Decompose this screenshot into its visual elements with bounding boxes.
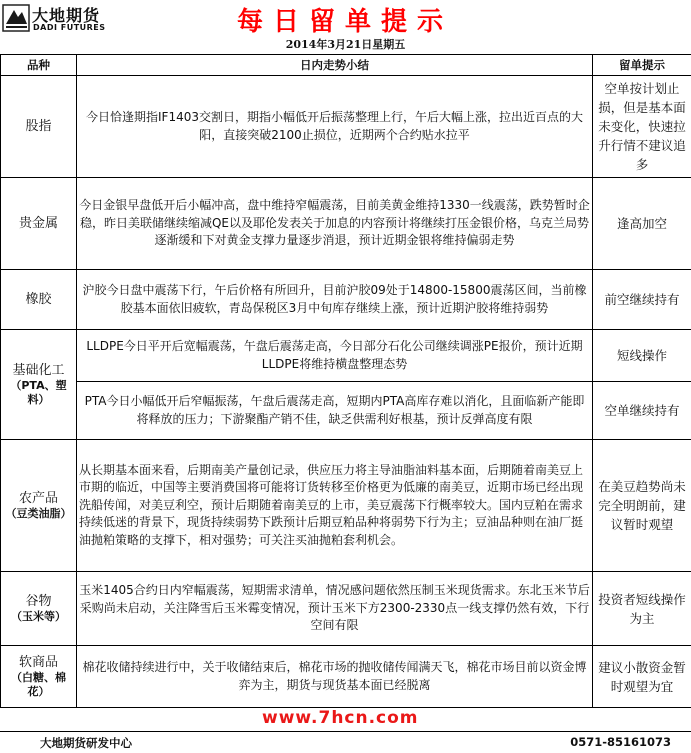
summary-table [0,54,691,708]
report-date: 2014年3月21日星期五 [285,38,406,51]
logo-text-en: DADI FUTURES [33,23,106,32]
advice-cell: 投资者短线操作为主 [593,572,691,646]
company-logo [2,2,120,34]
advice-cell: 空单继续持有 [593,382,691,440]
summary-cell: 玉米1405合约日内窄幅震荡，短期需求清单，情况感问题依然压制玉米现货需求。东北玉米节后采购尚未启动，关注降雪后玉米霉变情况，预计玉米下方2300-2330点一线支撑仍然有效，下行空间有限 [77,572,593,646]
advice-cell: 建议小散资金暂时观望为宜 [593,646,691,708]
footer-org: 大地期货研发中心 [40,736,132,750]
category-label: 农产品 [18,491,58,506]
summary-cell: 棉花收储持续进行中，关于收储结束后，棉花市场的抛收储传闻满天飞，棉花市场目前以资金博弈为主，期货与现货基本面已经脱离 [77,646,593,708]
table-header-row [1,55,691,76]
advice-cell: 在美豆趋势尚未完全明朗前，建议暂时观望 [593,440,691,572]
category-sublabel: （豆类油脂） [5,507,72,520]
logo-text-cn: 大地期货 [32,6,101,25]
column-header-summary: 日内走势小结 [77,55,593,76]
table-row [1,270,691,330]
category-label: 贵金属 [18,216,58,231]
category-label: 软商品 [18,655,58,670]
summary-cell: 从长期基本面来看，后期南美产量创记录，供应压力将主导油脂油料基本面，后期随着南美豆上市期的临近，中国等主要消费国将可能将订货转移至价格更为低廉的南美豆，近期市场已经出现洗船传闻，对美豆利空，预计后期随着南美豆的上市，美豆震荡下行概率较大。国内豆粕在需求持续低迷的背景下，现货持续弱势下跌预计后期豆粕品种将弱势下行为主；豆油品种则在油厂挺油抛粕策略的支撑下，相对强势；可关注买油抛粕套利机会。 [77,440,593,572]
table-row [1,76,691,178]
category-sublabel: （玉米等） [11,610,66,623]
category-cell [1,440,77,572]
summary-cell: 沪胶今日盘中震荡下行，午后价格有所回升，目前沪胶09处于14800-15800震荡区间，当前橡胶基本面依旧疲软，青岛保税区3月中旬库存继续上涨，预计近期沪胶将维持弱势 [77,270,593,330]
category-cell [1,178,77,270]
category-cell [1,270,77,330]
footer-phone: 0571-85161073 [570,735,671,749]
category-cell [1,572,77,646]
table-row [1,572,691,646]
category-label: 基础化工 [12,363,65,378]
column-header-advice: 留单提示 [593,55,691,76]
summary-cell: 今日金银早盘低开后小幅冲高，盘中维持窄幅震荡，目前美黄金维持1330一线震荡，跌势暂时企稳，昨日美联储继续缩减QE以及耶伦发表关于加息的内容预计将继续打压金银价格，乌克兰局势逐渐缓和下对黄金支撑力量逐步消退，预计近期金银将维持偏弱走势 [77,178,593,270]
page-title: 每日留单提示 [236,7,453,37]
summary-cell: 今日恰逢期指IF1403交割日，期指小幅低开后振荡整理上行，午后大幅上涨，拉出近百点的大阳，直接突破2100止损位，近期两个合约贴水拉平 [77,76,593,178]
header [0,0,691,36]
dadi-logo-icon [2,4,30,32]
category-label: 股指 [25,119,52,134]
advice-cell: 短线操作 [593,330,691,382]
summary-cell: PTA今日小幅低开后窄幅振荡，午盘后震荡走高，短期内PTA高库存难以消化，且面临新产能即将释放的压力；下游聚酯产销不佳，缺乏供需利好根基，预计反弹高度有限 [77,382,593,440]
footer [0,731,691,752]
advice-cell: 前空继续持有 [593,270,691,330]
summary-cell: LLDPE今日平开后宽幅震荡，午盘后震荡走高，今日部分石化公司继续调涨PE报价，预计近期LLDPE将维持横盘整理态势 [77,330,593,382]
category-label: 谷物 [25,594,52,609]
table-row [1,382,691,440]
table-row [1,178,691,270]
advice-cell: 空单按计划止损，但是基本面未变化，快速拉升行情不建议追多 [593,76,691,178]
column-header-category: 品种 [1,55,77,76]
category-cell [1,646,77,708]
category-cell [1,330,77,440]
table-row [1,330,691,382]
category-sublabel: （白糖、棉花） [11,671,66,698]
category-sublabel: （PTA、塑料） [10,379,67,406]
category-cell [1,76,77,178]
table-row [1,646,691,708]
advice-cell: 逢高加空 [593,178,691,270]
category-label: 橡胶 [25,292,52,307]
table-row [1,440,691,572]
watermark: www.7hcn.com [262,708,419,728]
